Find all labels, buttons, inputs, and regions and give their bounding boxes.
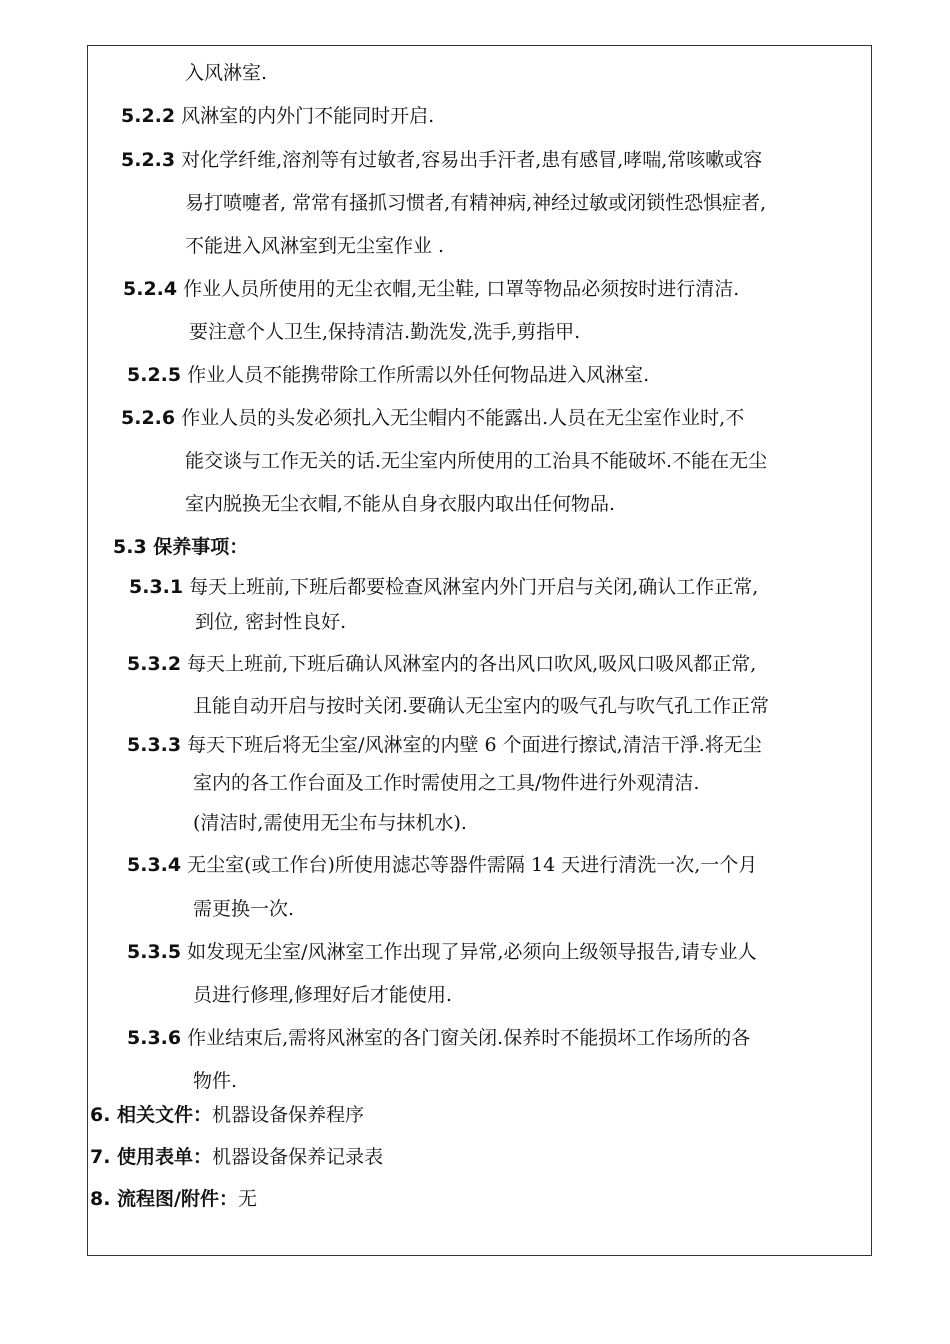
clause-text: 风淋室的内外门不能同时开启. xyxy=(181,105,435,127)
clause-text: 每天下班后将无尘室/风淋室的内壁 6 个面进行擦试,清洁干淨.将无尘 xyxy=(187,734,762,756)
text-line: 室内的各工作台面及工作时需使用之工具/物件进行外观清洁. xyxy=(193,772,700,794)
section-number: 5.3 xyxy=(113,536,147,558)
clause-text: 无尘室(或工作台)所使用滤芯等器件需隔 14 天进行清洗一次,一个月 xyxy=(187,854,758,876)
clause-number: 5.3.5 xyxy=(127,941,182,963)
clause-number: 5.3.3 xyxy=(127,734,182,756)
clause-number: 5.3.1 xyxy=(129,576,184,598)
text-line: 物件. xyxy=(193,1070,238,1092)
clause-5-3-6 xyxy=(127,1026,750,1050)
section-7-forms xyxy=(90,1145,383,1169)
clause-number: 5.3.6 xyxy=(127,1027,182,1049)
section-value: 机器设备保养记录表 xyxy=(212,1146,384,1168)
text-line: 需更换一次. xyxy=(193,898,295,920)
clause-text: 每天上班前,下班后都要检查风淋室内外门开启与关闭,确认工作正常, xyxy=(189,576,759,598)
clause-number: 5.2.2 xyxy=(121,105,176,127)
clause-number: 5.2.5 xyxy=(127,364,182,386)
section-6-related-docs xyxy=(90,1103,364,1127)
clause-5-2-5 xyxy=(127,363,649,387)
section-label: 7. 使用表单： xyxy=(90,1146,213,1168)
clause-number: 5.3.4 xyxy=(127,854,182,876)
section-value: 机器设备保养程序 xyxy=(212,1104,365,1126)
clause-text: 作业人员的头发必须扎入无尘帽内不能露出.人员在无尘室作业时,不 xyxy=(181,407,745,429)
text-line: 要注意个人卫生,保持清洁.勤洗发,洗手,剪指甲. xyxy=(189,321,581,343)
text-line: 不能进入风淋室到无尘室作业 . xyxy=(185,235,445,257)
clause-text: 每天上班前,下班后确认风淋室内的各出风口吹风,吸风口吸风都正常, xyxy=(187,653,757,675)
clause-5-3-1 xyxy=(129,575,758,599)
text-line: 员进行修理,修理好后才能使用. xyxy=(193,984,453,1006)
text-line: 入风淋室. xyxy=(185,62,268,84)
section-5-3-heading xyxy=(113,535,248,559)
clause-text: 作业人员所使用的无尘衣帽,无尘鞋, 口罩等物品必须按时进行清洁. xyxy=(183,278,740,300)
clause-5-3-2 xyxy=(127,652,756,676)
clause-number: 5.2.3 xyxy=(121,149,176,171)
clause-5-2-3 xyxy=(121,148,762,172)
clause-number: 5.3.2 xyxy=(127,653,182,675)
clause-5-3-5 xyxy=(127,940,757,964)
section-label: 8. 流程图/附件： xyxy=(90,1188,238,1210)
text-line: 易打喷嚏者, 常常有搔抓习惯者,有精神病,神经过敏或闭锁性恐惧症者, xyxy=(185,192,767,214)
clause-5-3-4 xyxy=(127,853,757,877)
text-line: 室内脱换无尘衣帽,不能从自身衣服内取出任何物品. xyxy=(185,493,616,515)
clause-text: 作业结束后,需将风淋室的各门窗关闭.保养时不能损坏工作场所的各 xyxy=(187,1027,751,1049)
text-line: (清洁时,需使用无尘布与抹机水). xyxy=(193,812,467,834)
clause-5-3-3 xyxy=(127,733,762,757)
clause-5-2-6 xyxy=(121,406,744,430)
clause-5-2-4 xyxy=(123,277,739,301)
section-value: 无 xyxy=(238,1188,258,1210)
section-title: 保养事项： xyxy=(153,536,249,558)
text-line: 且能自动开启与按时关闭.要确认无尘室内的吸气孔与吹气孔工作正常 xyxy=(193,695,770,717)
clause-number: 5.2.6 xyxy=(121,407,176,429)
text-line: 能交谈与工作无关的话.无尘室内所使用的工治具不能破坏.不能在无尘 xyxy=(185,450,768,472)
clause-text: 对化学纤维,溶剂等有过敏者,容易出手汗者,患有感冒,哮喘,常咳嗽或容 xyxy=(181,149,763,171)
clause-number: 5.2.4 xyxy=(123,278,178,300)
clause-text: 作业人员不能携带除工作所需以外任何物品进入风淋室. xyxy=(187,364,650,386)
section-label: 6. 相关文件： xyxy=(90,1104,213,1126)
section-8-flowchart xyxy=(90,1187,257,1211)
text-line: 到位, 密封性良好. xyxy=(195,611,347,633)
clause-text: 如发现无尘室/风淋室工作出现了异常,必须向上级领导报告,请专业人 xyxy=(187,941,757,963)
clause-5-2-2 xyxy=(121,104,434,128)
